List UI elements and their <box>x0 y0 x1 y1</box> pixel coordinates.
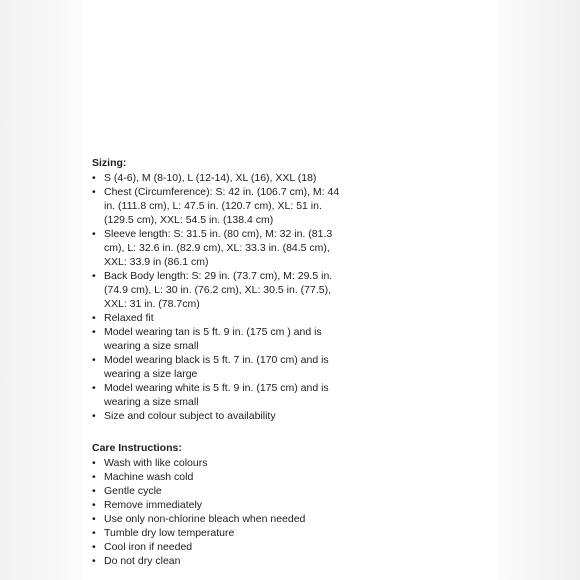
sizing-heading: Sizing: <box>92 157 127 169</box>
care-item-bleach: • Use only non-chlorine bleach when needed <box>92 512 342 526</box>
sizing-item-back-body-length: • Back Body length: S: 29 in. (73.7 cm), M: 29.5 in. (74.9 cm), L: 30 in. (76.2 cm), XL: 30.5 in. (77.5), XXL: 31 in. (78.7cm) <box>92 269 342 311</box>
sizing-item-model-tan: • Model wearing tan is 5 ft. 9 in. (175 cm ) and is wearing a size small <box>92 325 342 353</box>
care-heading: Care Instructions: <box>92 442 182 454</box>
sizing-item-model-black: • Model wearing black is 5 ft. 7 in. (170 cm) and is wearing a size large <box>92 353 342 381</box>
sizing-item-sizes: • S (4-6), M (8-10), L (12-14), XL (16), XXL (18) <box>92 171 342 185</box>
background-right-edge <box>498 0 580 580</box>
care-item-remove: • Remove immediately <box>92 498 342 512</box>
care-item-machine-wash: • Machine wash cold <box>92 470 342 484</box>
background-left-edge <box>0 0 82 580</box>
care-item-wash: • Wash with like colours <box>92 456 342 470</box>
product-details <box>92 156 342 568</box>
section-spacer <box>92 423 342 441</box>
sizing-item-availability: • Size and colour subject to availability <box>92 409 342 423</box>
sizing-item-sleeve-length: • Sleeve length: S: 31.5 in. (80 cm), M: 32 in. (81.3 cm), L: 32.6 in. (82.9 cm), XL: 33.3 in. (84.5 cm), XXL: 33.9 in (86.1 cm) <box>92 227 342 269</box>
sizing-item-chest: • Chest (Circumference): S: 42 in. (106.7 cm), M: 44 in. (111.8 cm), L: 47.5 in. (120.7 cm), XL: 51 in. (129.5 cm), XXL: 54.5 in. (138.4 cm) <box>92 185 342 227</box>
care-item-tumble-dry: • Tumble dry low temperature <box>92 526 342 540</box>
sizing-list <box>92 171 342 423</box>
sizing-item-fit: • Relaxed fit <box>92 311 342 325</box>
care-item-cycle: • Gentle cycle <box>92 484 342 498</box>
care-item-dry-clean: • Do not dry clean <box>92 554 342 568</box>
care-item-iron: • Cool iron if needed <box>92 540 342 554</box>
care-list <box>92 456 342 568</box>
sizing-item-model-white: • Model wearing white is 5 ft. 9 in. (175 cm) and is wearing a size small <box>92 381 342 409</box>
